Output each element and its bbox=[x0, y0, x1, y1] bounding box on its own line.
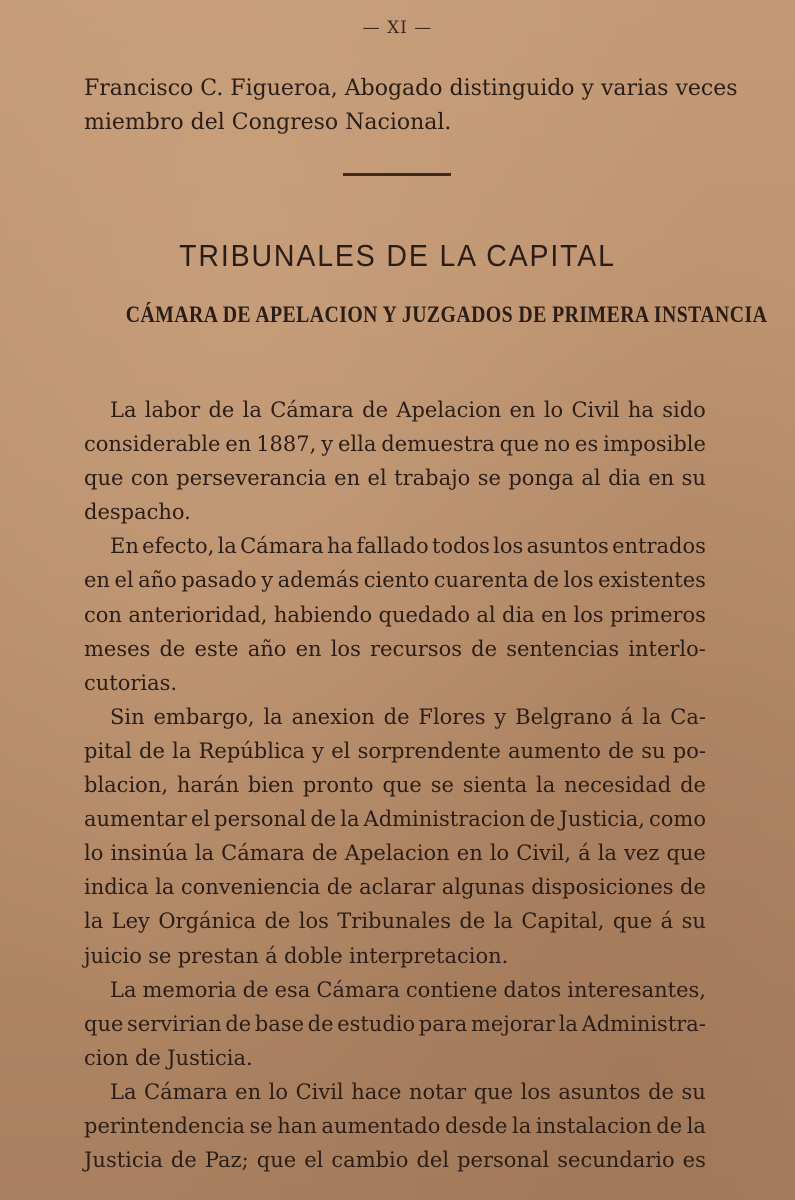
page-number: — XI — bbox=[362, 18, 433, 38]
section-title: TRIBUNALES DE LA CAPITAL bbox=[179, 238, 616, 273]
body-line: cion de Justicia. bbox=[84, 1045, 253, 1070]
body-line: En efecto, la Cámara ha fallado todos los asuntos entrados bbox=[110, 534, 706, 559]
section-subtitle: CÁMARA DE APELACION Y JUZGADOS DE PRIMERA INSTANCIA bbox=[125, 302, 768, 327]
intro-line: miembro del Congreso Nacional. bbox=[84, 110, 452, 135]
body-line: pital de la República y el sorprendente aumento de su po- bbox=[84, 738, 706, 763]
body-line: Justicia de Paz; que el cambio del personal secundario es bbox=[84, 1148, 706, 1173]
body-line: La Cámara en lo Civil hace notar que los asuntos de su bbox=[110, 1079, 706, 1104]
body-line: con anterioridad, habiendo quedado al dia en los primeros bbox=[84, 602, 706, 627]
body-text bbox=[84, 393, 706, 1177]
body-line: perintendencia se han aumentado desde la instalacion de la bbox=[84, 1113, 706, 1138]
intro-line: Francisco C. Figueroa, Abogado distinguido y varias veces bbox=[84, 76, 738, 101]
body-line: que con perseverancia en el trabajo se ponga al dia en su bbox=[84, 466, 706, 491]
section-divider bbox=[343, 173, 451, 176]
body-line: La labor de la Cámara de Apelacion en lo Civil ha sido bbox=[110, 398, 706, 422]
body-line: que servirian de base de estudio para mejorar la Administra- bbox=[84, 1011, 706, 1036]
body-line: despacho. bbox=[84, 500, 191, 525]
body-line: juicio se prestan á doble interpretacion. bbox=[84, 943, 509, 968]
body-line: indica la conveniencia de aclarar algunas disposiciones de bbox=[84, 875, 706, 900]
body-line: aumentar el personal de la Administracion de Justicia, como bbox=[84, 807, 706, 832]
body-line: blacion, harán bien pronto que se sienta la necesidad de bbox=[84, 773, 706, 798]
body-line: cutorias. bbox=[84, 670, 178, 695]
intro-paragraph bbox=[84, 72, 738, 140]
body-line: lo insinúa la Cámara de Apelacion en lo Civil, á la vez que bbox=[84, 841, 706, 866]
body-line: La memoria de esa Cámara contiene datos interesantes, bbox=[110, 977, 706, 1002]
body-line: la Ley Orgánica de los Tribunales de la Capital, que á su bbox=[84, 909, 706, 934]
body-line: en el año pasado y además ciento cuarenta de los existentes bbox=[84, 568, 706, 593]
body-line: Sin embargo, la anexion de Flores y Belgrano á la Ca- bbox=[110, 704, 706, 729]
body-line: considerable en 1887, y ella demuestra que no es imposible bbox=[84, 432, 706, 457]
body-line: meses de este año en los recursos de sentencias interlo- bbox=[84, 636, 706, 661]
